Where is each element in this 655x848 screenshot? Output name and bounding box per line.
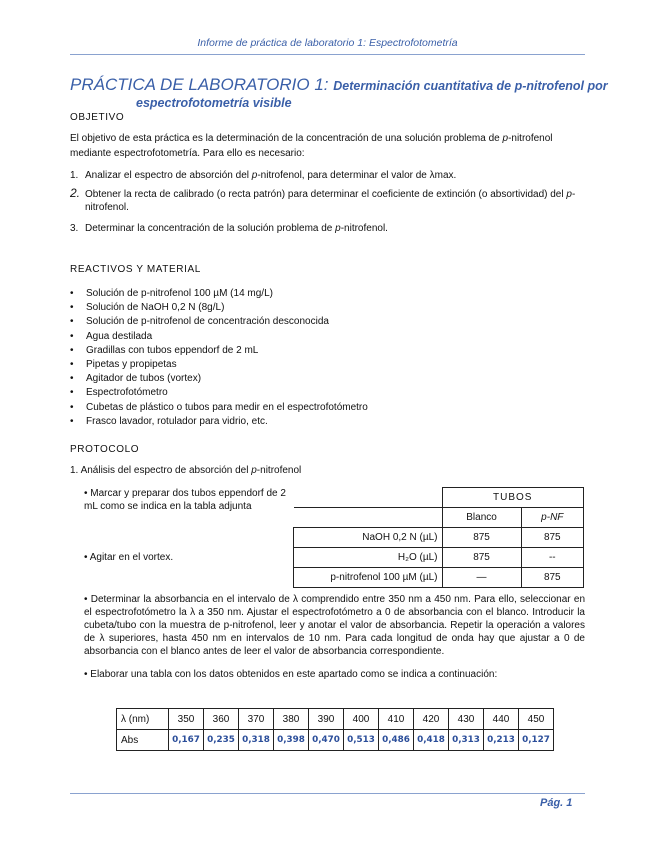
item-text-part: -nitrofenol, para determinar el valor de λmax. (257, 170, 457, 181)
list-item-text: Gradillas con tubos eppendorf de 2 mL (86, 344, 259, 356)
bullet-determinar: • Determinar la absorbancia en el intervalo de λ comprendido entre 350 nm a 450 nm. Para ello, seleccionar en el espectrofotómetro la λ a 350 nm. Ajustar el espectrofotómetro a 0 de absorbancia con el blanco. Introducir la cubeta/tubo con la muestra de p-nitrofenol, leer y anotar el valor de absorbancia. Repetir la operación a valores de λ superiores, hasta 450 nm en intervalos de 10 nm. Para cada longitud de onda hay que ajustar a 0 de absorbancia con el blanco antes de leer el valor de absorbancia correspondiente. (84, 594, 585, 657)
table-row (294, 568, 584, 588)
absorbance-cell: 0,213 (484, 730, 519, 751)
absorbance-cell: 0,127 (519, 730, 554, 751)
wavelength-row (117, 709, 554, 730)
list-item-text: Espectrofotómetro (86, 387, 168, 399)
list-item: • Solución de p-nitrofenol de concentración desconocida (70, 316, 329, 328)
cell-pnf: 875 (521, 528, 583, 548)
list-item-text: Pipetas y propipetas (86, 358, 177, 370)
title-subtitle-line2: espectrofotometría visible (136, 96, 292, 110)
page-number: Pág. 1 (540, 797, 573, 809)
cell-blanco: 875 (442, 528, 521, 548)
item-text-part: Analizar el espectro de absorción del (85, 170, 252, 181)
cell-pnf: -- (521, 548, 583, 568)
reactivos-heading: REACTIVOS Y MATERIAL (70, 264, 201, 275)
absorbance-row (117, 730, 554, 751)
cell-pnf: 875 (521, 568, 583, 588)
table-cell (294, 508, 443, 528)
list-item-text: Solución de p-nitrofenol de concentración desconocida (86, 316, 329, 328)
list-item-text: Agua destilada (86, 330, 153, 342)
wavelength-cell: 430 (449, 709, 484, 730)
table-row (294, 508, 584, 528)
item-italic: p (335, 223, 341, 234)
list-item: • Pipetas y propipetas (70, 358, 177, 370)
table-row (294, 528, 584, 548)
step-text: 1. Análisis del espectro de absorción del (70, 465, 252, 476)
wavelength-cell: 390 (309, 709, 344, 730)
list-item: • Agua destilada (70, 330, 153, 342)
table-row (294, 548, 584, 568)
title-main-text: PRÁCTICA DE LABORATORIO 1: (70, 75, 329, 94)
item-text (85, 169, 585, 182)
row-label: H₂O (µL) (294, 548, 443, 568)
protocolo-heading: PROTOCOLO (70, 444, 140, 455)
absorbance-cell: 0,318 (239, 730, 274, 751)
cell-blanco: — (442, 568, 521, 588)
wavelength-cell: 440 (484, 709, 519, 730)
absorbance-label: Abs (117, 730, 169, 751)
list-item: • Agitador de tubos (vortex) (70, 373, 202, 385)
table-row (294, 488, 584, 508)
list-item-text: Solución de p-nitrofenol 100 µM (14 mg/L) (86, 288, 273, 299)
item-number: 3. (70, 223, 79, 234)
subtitle-p: p (514, 79, 523, 93)
item-text-part: -nitrofenol. (340, 223, 388, 234)
table-cell (294, 488, 443, 508)
absorbance-cell: 0,513 (344, 730, 379, 751)
step-text: -nitrofenol (256, 465, 302, 476)
tubos-table (293, 487, 584, 588)
item-text (85, 222, 585, 235)
page-title (70, 75, 608, 95)
protocolo-step-1 (70, 463, 585, 478)
list-item: • Cubetas de plástico o tubos para medir en el espectrofotómetro (70, 401, 368, 413)
absorbance-table (116, 708, 554, 751)
wavelength-cell: 450 (519, 709, 554, 730)
item-italic: p (566, 189, 572, 200)
running-header: Informe de práctica de laboratorio 1: Espectrofotometría (197, 37, 458, 49)
para-text: -nitrofenol mediante espectrofotometría. Para ello es necesario: (70, 133, 553, 159)
item-number: 2. (70, 186, 81, 200)
bullet-agitar: • Agitar en el vortex. (84, 552, 174, 563)
wavelength-cell: 370 (239, 709, 274, 730)
list-item-text: Frasco lavador, rotulador para vidrio, etc. (86, 415, 268, 427)
objetivo-heading: OBJETIVO (70, 112, 125, 123)
list-item-text: Cubetas de plástico o tubos para medir en el espectrofotómetro (86, 401, 368, 413)
header-rule (70, 54, 585, 55)
item-text-part: Obtener la recta de calibrado (o recta patrón) para determinar el coeficiente de extinción (o absortividad) del (85, 189, 567, 200)
item-number: 1. (70, 170, 79, 181)
objetivo-paragraph (70, 131, 585, 161)
item-text-part: Determinar la concentración de la solución problema de (85, 223, 336, 234)
absorbance-cell: 0,486 (379, 730, 414, 751)
title-subtitle (333, 79, 607, 93)
wavelength-cell: 360 (204, 709, 239, 730)
wavelength-cell: 400 (344, 709, 379, 730)
row-label: p-nitrofenol 100 µM (µL) (294, 568, 443, 588)
list-item-text: Solución de NaOH 0,2 N (8g/L) (86, 302, 225, 314)
tubos-header: TUBOS (442, 488, 584, 508)
reactivos-list (70, 287, 368, 429)
bullet-marcar: • Marcar y preparar dos tubos eppendorf de 2 mL como se indica en la tabla adjunta (84, 488, 286, 512)
bullet-elaborar: • Elaborar una tabla con los datos obtenidos en este apartado como se indica a continuación: (84, 669, 498, 680)
absorbance-cell: 0,418 (414, 730, 449, 751)
step-italic: p (251, 465, 257, 476)
list-item: • Espectrofotómetro (70, 387, 168, 399)
item-text (85, 188, 585, 214)
list-item: • Frasco lavador, rotulador para vidrio, etc. (70, 415, 268, 427)
wavelength-cell: 380 (274, 709, 309, 730)
list-item: • Solución de p-nitrofenol 100 µM (14 mg/L) (70, 288, 273, 299)
para-text: El objetivo de esta práctica es la determinación de la concentración de una solución problema de (70, 133, 503, 144)
wavelength-cell: 410 (379, 709, 414, 730)
subtitle-part: -nitrofenol por (522, 79, 608, 93)
absorbance-cell: 0,167 (169, 730, 204, 751)
absorbance-cell: 0,235 (204, 730, 239, 751)
wavelength-cell: 350 (169, 709, 204, 730)
list-item-text: Agitador de tubos (vortex) (86, 373, 202, 385)
item-text-part: -nitrofenol. (85, 189, 576, 213)
item-italic: p (251, 170, 258, 181)
list-item: • Gradillas con tubos eppendorf de 2 mL (70, 344, 259, 356)
col-pnf: p-NF (521, 508, 583, 528)
footer-rule (70, 793, 585, 794)
subtitle-part: Determinación cuantitativa de (333, 79, 515, 93)
absorbance-cell: 0,398 (274, 730, 309, 751)
para-italic: p (502, 133, 509, 144)
absorbance-cell: 0,313 (449, 730, 484, 751)
wavelength-label: λ (nm) (117, 709, 169, 730)
cell-blanco: 875 (442, 548, 521, 568)
col-blanco: Blanco (442, 508, 521, 528)
row-label: NaOH 0,2 N (µL) (294, 528, 443, 548)
wavelength-cell: 420 (414, 709, 449, 730)
list-item: • Solución de NaOH 0,2 N (8g/L) (70, 302, 225, 314)
absorbance-cell: 0,470 (309, 730, 344, 751)
